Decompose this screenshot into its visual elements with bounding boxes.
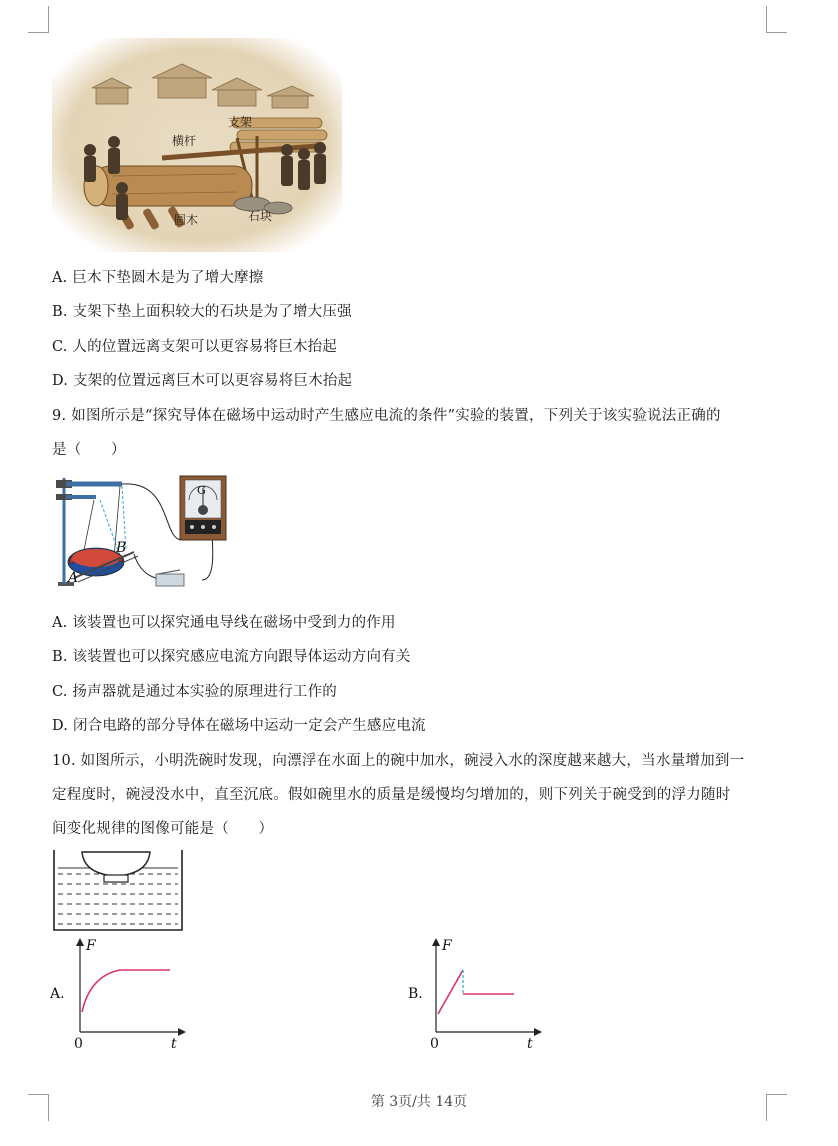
label-stone: 石块 [248,209,273,223]
q9-stem-line2: 是（ ） [52,442,126,458]
induction-apparatus-figure [52,470,242,590]
label-point-a: A [68,570,79,586]
q10-stem-line1: 10. 如图所示，小明洗碗时发现，向漂浮在水面上的碗中加水，碗浸入水的深度越来越大，当水量增加到一 [52,753,745,769]
q10-stem-line2: 定程度时，碗浸没水中，直至沉底。假如碗里水的质量是缓慢均匀增加的，则下列关于碗受到的浮力随时 [52,787,731,803]
label-point-b: B [116,540,127,556]
graph-a-origin-label: 0 [74,1036,83,1052]
graph-a-x-axis-label: t [171,1036,177,1052]
label-log: 圆木 [174,213,199,227]
label-crossbar: 横杆 [172,134,197,148]
graph-b-y-axis-label: F [442,938,452,954]
q9-option-a: A. 该装置也可以探究通电导线在磁场中受到力的作用 [52,615,396,631]
log-lifting-illustration [52,38,342,252]
page-number-footer: 第 3页/共 14页 [370,1094,468,1110]
q8-option-d: D. 支架的位置远离巨木可以更容易将巨木抬起 [52,373,353,389]
graph-b-option-label: B. [408,986,423,1002]
crop-mark-top-right [766,6,787,33]
graph-option-a [50,936,190,1052]
q10-stem-line3: 间变化规律的图像可能是（ ） [52,821,274,837]
crop-mark-top-left [28,6,49,33]
graph-b-rising-line [438,970,463,1014]
graph-b-origin-label: 0 [430,1036,439,1052]
label-galvanometer: G [197,484,206,497]
label-support: 支架 [228,115,253,129]
q9-option-c: C. 扬声器就是通过本实验的原理进行工作的 [52,684,338,700]
graph-a-curve [82,970,170,1012]
graph-a-option-label: A. [50,986,65,1002]
q9-option-d: D. 闭合电路的部分导体在磁场中运动一定会产生感应电流 [52,718,426,734]
q9-stem-line1: 9. 如图所示是“探究导体在磁场中运动时产生感应电流的条件”实验的装置，下列关于该实验说法正确的 [52,408,721,424]
graph-a-y-axis-label: F [86,938,96,954]
bowl-in-water-figure [52,848,184,932]
q8-option-b: B. 支架下垫上面积较大的石块是为了增大压强 [52,304,352,320]
graph-option-b [408,936,548,1052]
q8-option-c: C. 人的位置远离支架可以更容易将巨木抬起 [52,339,338,355]
q8-option-a: A. 巨木下垫圆木是为了增大摩擦 [52,270,264,286]
q9-option-b: B. 该装置也可以探究感应电流方向跟导体运动方向有关 [52,649,411,665]
graph-b-x-axis-label: t [527,1036,533,1052]
